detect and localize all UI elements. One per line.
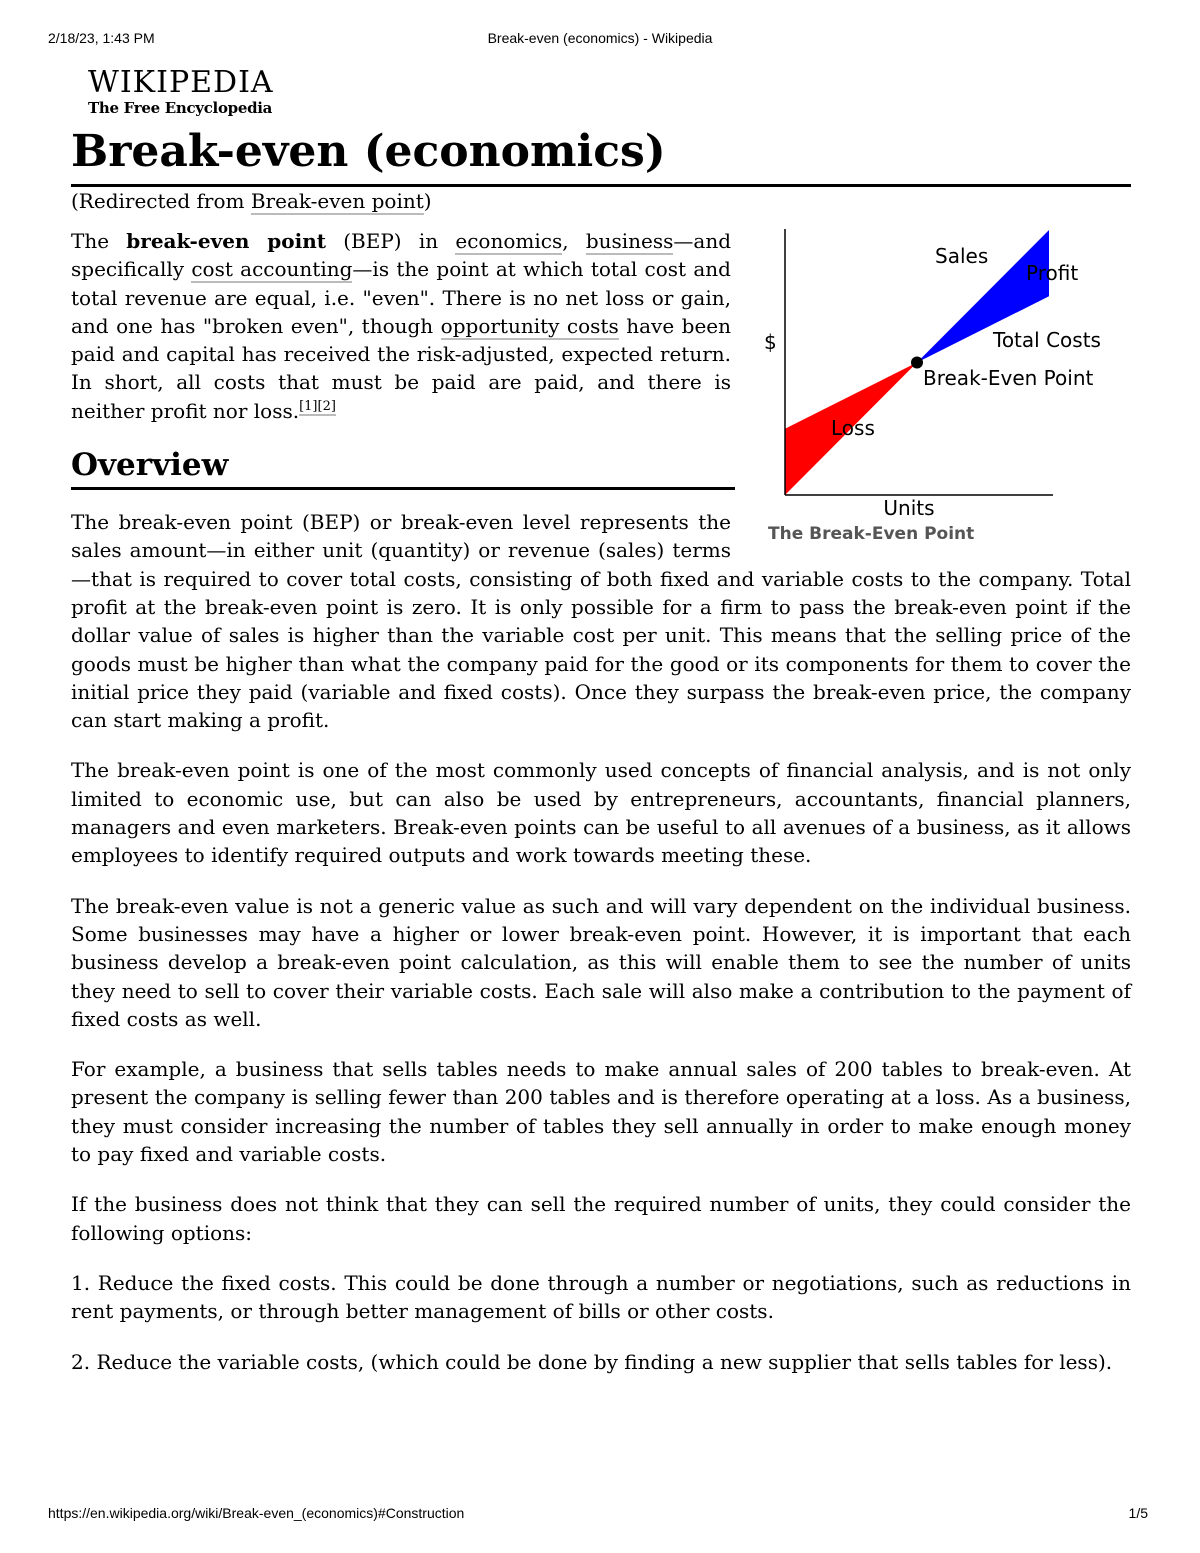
lead-text: —is the point at which total cost and total revenue are equal, i.e. "even". There is no net loss or gain, and one has "broken even", though <box>71 257 731 338</box>
link-opportunity-costs[interactable]: opportunity costs <box>440 313 619 338</box>
print-datetime: 2/18/23, 1:43 PM <box>48 30 155 46</box>
link-business[interactable]: business <box>585 229 674 253</box>
paragraph: The break-even point (BEP) or break-even level represents the sales amount—in either unit (quantity) or revenue (sales) terms—that is required to cover total costs, consisting of both fixed and variable costs to the company. Total profit at the break-even point is zero. It is only possible for a firm to pass the break-even point if the dollar value of sales is higher than the variable cost per unit. This means that the selling price of the goods must be higher than what the company paid for the good or its components for them to cover the initial price they paid (variable and fixed costs). Once they surpass the break-even price, the company can start making a profit. <box>71 510 1131 733</box>
print-page-title: Break-even (economics) - Wikipedia <box>487 30 713 46</box>
paragraph: For example, a business that sells tables needs to make annual sales of 200 tables to break-even. At present the company is selling fewer than 200 tables and is therefore operating at a loss. As a business, they must consider increasing the number of tables they sell annually in order to make enough money to pay fixed and variable costs. <box>71 1057 1131 1167</box>
lead-text: (BEP) in <box>326 229 456 253</box>
link-cost-accounting[interactable]: cost accounting <box>191 257 353 282</box>
paragraph: The break-even value is not a generic value as such and will vary dependent on the individual business. Some businesses may have a higher or lower break-even point. However, it is important that each business develop a break-even point calculation, as this will enable them to see the number of units they need to sell to cover their variable costs. Each sale will also make a contribution to the payment of fixed costs as well. <box>71 893 1131 1031</box>
section-heading-overview: Overview <box>71 445 735 490</box>
redirect-notice <box>71 187 1131 215</box>
bold-term: break-even point <box>126 229 327 253</box>
annotation-loss: Loss <box>831 416 875 440</box>
break-even-chart[interactable] <box>761 225 1131 525</box>
annotation-profit: Profit <box>1026 261 1079 285</box>
figure-break-even-chart <box>761 225 1131 545</box>
logo-tagline: The Free Encyclopedia <box>88 99 273 117</box>
print-url: https://en.wikipedia.org/wiki/Break-even_(economics)#Construction <box>48 1505 465 1521</box>
lead-text: , <box>562 229 586 253</box>
print-footer <box>48 1505 1148 1525</box>
page-number: 1/5 <box>1128 1505 1148 1521</box>
paragraph: If the business does not think that they can sell the required number of units, they could consider the following options: <box>71 1192 1131 1245</box>
redirect-link[interactable]: Break-even point <box>250 189 424 213</box>
redirect-prefix: (Redirected from <box>71 189 251 213</box>
logo-wordmark: WIKIPEDIA <box>88 65 274 100</box>
lead-text: have been paid and capital has received the risk-adjusted, expected return. In short, all costs that must be paid are paid, and there is neither profit nor loss. <box>71 313 731 423</box>
citation-1[interactable]: [1] <box>299 398 318 414</box>
lead-text: —and specifically <box>71 229 732 282</box>
x-axis-label: Units <box>883 496 935 520</box>
page-title: Break-even (economics) <box>71 124 1131 187</box>
article-content <box>71 124 1131 1398</box>
link-economics[interactable]: economics <box>455 229 563 253</box>
paragraph: The break-even point is one of the most commonly used concepts of financial analysis, and is not only limited to economic use, but can also be used by entrepreneurs, accountants, financial planners, managers and even marketers. Break-even points can be useful to all avenues of a business, as it allows employees to identify required outputs and work towards meeting these. <box>71 758 1131 868</box>
wikipedia-logo[interactable] <box>88 66 274 116</box>
figure-caption: The Break-Even Point <box>768 524 975 544</box>
annotation-break-even-point: Break-Even Point <box>923 366 1094 390</box>
paragraph: 2. Reduce the variable costs, (which could be done by finding a new supplier that sells tables for less). <box>71 1349 1113 1374</box>
lead-text: The <box>71 229 127 253</box>
break-even-point-marker <box>911 357 923 369</box>
series-label-sales: Sales <box>935 244 989 268</box>
redirect-suffix: ) <box>423 189 432 213</box>
y-axis-label: $ <box>764 330 777 354</box>
paragraph: 1. Reduce the fixed costs. This could be done through a number or negotiations, such as reductions in rent payments, or through better management of bills or other costs. <box>71 1270 1131 1324</box>
series-label-total-costs: Total Costs <box>993 328 1101 352</box>
citation-2[interactable]: [2] <box>317 398 336 414</box>
print-header <box>48 30 1152 50</box>
